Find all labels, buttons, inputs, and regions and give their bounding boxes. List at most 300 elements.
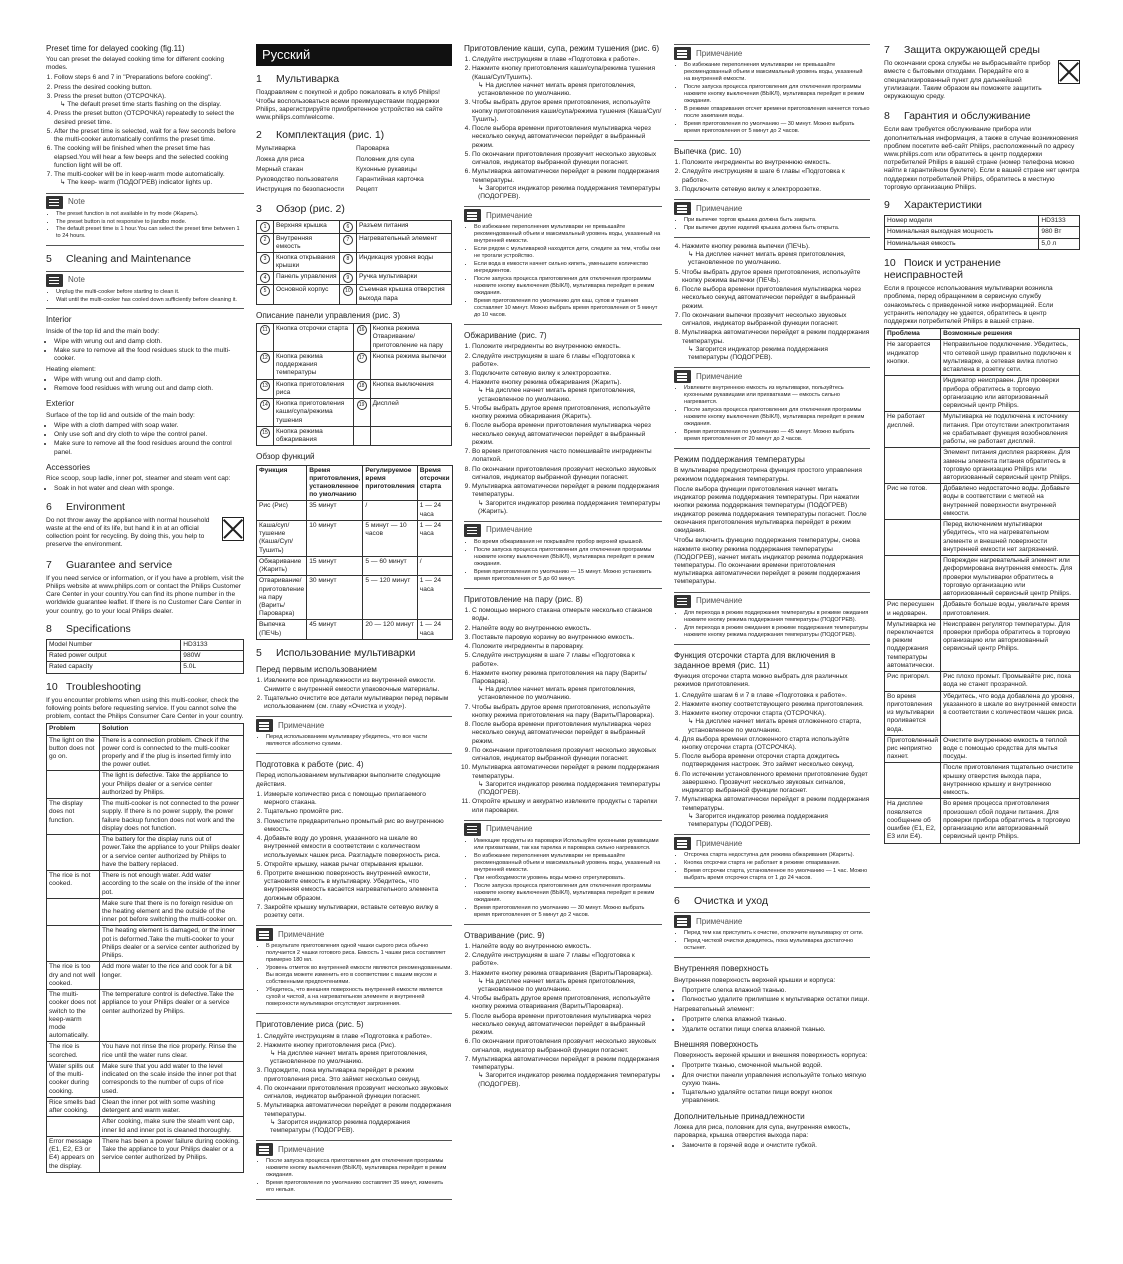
table-row [885,520,1080,556]
subheading: Отваривание (рис. 9) [464,930,545,940]
callout-label: Кнопка режима поддержания температуры [274,351,354,379]
table-cell: The battery for the display runs out of power.Take the appliance to your Philips dealer or a service center authorized by Philips to have the battery replaced. [100,835,244,871]
table-cell: The display does not function. [47,799,100,835]
table-cell: Поврежден нагревательный элемент или деформирована внутренняя емкость. Для проверки мультиварки обратитесь в торговую организацию или авторизованный сервисный центр Philips. [941,556,1080,600]
callout-number: 13 [257,379,274,398]
table-row [885,448,1080,484]
list-item: • Wipe with a cloth damped with soap water. [54,422,244,430]
table-cell [47,771,100,799]
table-cell [885,556,941,600]
list-item: • Wipe with wrung out and damp cloth. [54,338,244,346]
subheading: Приготовление каши, супа, режим тушения (рис. 6) [464,44,660,53]
paragraph: Если вам требуется обслуживание прибора или дополнительная информация, а также в случае возникновения проблем посетите веб-сайт Philips, расположенный по адресу www.philips.com или обратитесь в центр поддержки потребителей Philips в вашей стране (номер телефона можно найти в гарантийном буклете). Если в вашей стране нет центра поддержки потребителей Philips, обратитесь в местную торговую организацию Philips. [884,126,1080,191]
list-item: 4. После выбора времени приготовления мультиварка через несколько секунд автоматически перейдет в выбранный режим. [472,125,662,150]
list-item: 10. Мультиварка автоматически перейдет в режим поддержания температуры. ↳ Загорится индикатор режима поддержания температуры (ПОДОГРЕВ). [472,764,662,797]
subheading: Подготовка к работе (рис. 4) [256,760,364,770]
table-cell: HD3133 [181,639,244,650]
paragraph-group [674,467,870,586]
preset-steps [46,74,244,187]
table-cell: 30 минут [307,576,363,620]
table-cell: На дисплее появляется сообщение об ошибке (E1, E2, E3 или E4). [885,799,941,843]
subheading: Внешняя поверхность [674,1039,759,1049]
list-item: • В режиме отваривания отсчет времени приготовления начнется только после закипания воды. [684,106,870,120]
table-cell: Добавлено недостаточно воды. Добавьте воды в соответствии с меткой на внутренней поверхности внутренней емкости. [941,484,1080,520]
step-result: ↳ Загорится индикатор режима поддержания температуры (Жарить). [478,499,661,515]
table-cell: The rice is scorched. [47,1042,100,1061]
note-icon [674,202,691,215]
note-box: Примечание • Во время обжаривания не покрывайте пробор верхней крышкой. • После запуска процесса приготовления для отключения программы нажмите кнопку выключения (ВЫКЛ), мультиварка перейдет в режим ожидания. • Время приготовления по умолчанию — 15 минут. Можно установить время приготовления от 5 до 60 минут. [464,521,662,589]
table-row [47,662,244,673]
list-item: 4. Нажмите кнопку режима обжаривания (Жарить). ↳ На дисплее начнет мигать время приготовления, установленное по умолчанию. [472,379,662,404]
step-result: ↳ The keep- warm (ПОДОГРЕВ) indicator lights up. [60,179,213,187]
bullet-list [46,422,244,457]
table-row [47,735,244,771]
panel-table [256,323,452,446]
list-item: 2. Налейте воду во внутреннюю емкость. [472,625,662,633]
table-header-cell: Функция [257,465,307,501]
callout-label: Кнопка приготовления риса [274,379,354,398]
callout-number: 5 [257,285,274,304]
list-item: 5. После выбора времени приготовления мультиварка через несколько секунд автоматически перейдет в выбранный режим. [472,1013,662,1038]
table-cell: Во время процесса приготовления произошел сбой подачи питания. Для проверки прибора обратитесь в торговую организацию или авторизованный сервисный центр Philips. [941,799,1080,843]
list-item: • Для перехода в режим поддержания температуры в режиме ожидания нажмите кнопку режима поддержания температуры (ПОДОГРЕВ). [684,610,870,624]
callout-label: Съемная крышка отверстия выхода пара [356,285,451,304]
list-item: 11. Откройте крышку и аккуратно извлеките продукты с тарелки или пароварки. [472,798,662,814]
table-row [47,962,244,990]
list-item: 1. С помощью мерного стакана отмерьте несколько стаканов воды. [472,607,662,623]
note-icon [464,823,481,836]
text-line: Мерный стакан [256,165,304,173]
list-item: 3. Press the preset button (ОТСРОЧКА). ↳ The default preset time starts flashing on the display. [54,93,244,109]
step-result: ↳ Загорится индикатор режима поддержания температуры (ПОДОГРЕВ). [688,812,828,829]
table-row [257,285,452,304]
list-item: • При выпечке тортов крышка должна быть закрыта. [684,217,870,224]
table-row [257,233,452,252]
subheading: Внутренняя поверхность [674,964,769,974]
note-list [674,610,870,639]
table-row [257,272,452,285]
paragraph: Поздравляем с покупкой и добро пожаловать в клуб Philips! Чтобы воспользоваться всеми преимуществами поддержки Philips, зарегистрируйте приобретенное устройство на сайте www.philips.com/welcome. [256,89,443,122]
table-cell: Water spills out of the multi-cooker during cooking. [47,1061,100,1097]
table-cell: / [363,501,417,520]
table-cell: HD3133 [1039,216,1080,227]
table-cell: 10 минут [307,520,363,556]
crossed-bin-icon [222,517,244,541]
list-item: 7. Закройте крышку мультиварки, вставьте сетевую вилку в розетку сети. [264,904,452,920]
section-heading: 2 Комплектация (рис. 1) [256,129,385,142]
list-item: • Перед тем как приступить к очистке, отключите мультиварку от сети. [684,930,870,937]
list-item: 4. Для выбора времени отложенного старта используйте кнопку отсрочки старта (ОТСРОЧКА). [682,736,870,752]
callout-number: 17 [353,351,370,379]
note-list [256,943,452,1008]
bullet-list [46,338,244,364]
section-heading: 5 Использование мультиварки [256,646,416,659]
section-heading: 10 Troubleshooting [46,680,141,693]
steps-list [464,607,662,815]
list-item: 3. Нажмите кнопку режима отваривания (Варить/Пароварка). ↳ На дисплее начнет мигать время приготовления, установленное по умолчанию. [472,970,662,995]
subheading: Режим поддержания температуры [674,455,805,465]
table-row [257,399,452,427]
bullet-list [674,1016,870,1033]
paragraph: Inside of the top lid and the main body: [46,327,160,335]
callout-label: Кнопка открывания крышки [274,253,340,272]
table-cell: Error message (E1, E2, E3 or E4) appears on the display. [47,1136,100,1172]
table-row [47,871,244,899]
section-heading: 5 Cleaning and Maintenance [46,253,191,266]
table-cell: There is not enough water. Add water according to the scale on the inside of the inner pot. [100,871,244,899]
table-cell: Элемент питания дисплея разряжен. Для замены элемента питания обратитесь в торговую организацию Philips или авторизованный сервисный центр Philips. [941,448,1080,484]
steps-list [674,159,870,194]
table-cell [47,926,100,962]
list-item: 7. Мультиварка автоматически перейдет в режим поддержания температуры. ↳ Загорится индикатор режима поддержания температуры (ПОДОГРЕВ). [682,796,870,829]
table-cell: Не работает дисплей. [885,412,941,448]
steps-list [256,677,452,711]
list-item: 7. Чтобы выбрать другое время приготовления, используйте кнопку режима приготовления на пару (Варить/Пароварка). [472,704,662,720]
troubleshooting-table [884,328,1080,843]
troubleshooting-table [46,723,244,1172]
callout-number: 2 [257,233,274,252]
paragraph: Heating element: [46,365,96,373]
table-cell: Add more water to the rice and cook for a bit longer. [100,962,244,990]
steps-list [464,343,662,516]
note-box [46,193,244,247]
section-heading: 6 Environment [46,500,125,513]
preset-intro: You can preset the delayed cooking time for different cooking modes. [46,56,225,72]
table-row [885,556,1080,600]
note-icon [674,595,691,608]
paragraph: If you encounter problems when using this multi-cooker, check the following points before requesting service. If you cannot solve the problem, contact the Philips Consumer Care Center in your country. [46,696,244,721]
table-cell: Rice smells bad after cooking. [47,1097,100,1116]
callout-number: 19 [353,399,370,427]
list-item: 2. Следуйте инструкциям в шаге 6 главы «Подготовка к работе». [682,168,870,184]
steps-list [464,943,662,1089]
list-item: 6. После выбора времени приготовления мультиварка через несколько секунд автоматически перейдет в выбранный режим. [682,286,870,311]
table-cell: После приготовления тщательно очистите крышку отверстия выхода пара, внутреннюю крышку и внутреннюю емкость. [941,763,1080,799]
table-cell: The multi-cooker does not switch to the keep-warm mode automatically. [47,990,100,1042]
callout-label: Внутренняя емкость [274,233,340,252]
list-item: • Время приготовления по умолчанию составляет 35 минут, изменить его нельзя. [266,1180,452,1194]
callout-label: Кнопка выключения [370,379,451,398]
list-item: • Wipe with wrung out and damp cloth. [54,376,244,384]
callout-number: 16 [353,324,370,352]
table-cell: Неисправен регулятор температуры. Для проверки прибора обратитесь в торговую организацию или авторизованный сервисный центр Philips. [941,619,1080,671]
note-box: Примечание • При выпечке тортов крышка должна быть закрыта. • При выпечке другие изделий крышка должна быть открыта. [674,199,870,238]
step-result: ↳ На дисплее начнет мигать время отложенного старта, установленное по умолчанию. [688,718,862,734]
callout-label: Индикация уровня воды [356,253,451,272]
list-item: • После запуска процесса приготовления для отключения программы нажмите кнопку выключения (ВЫКЛ), мультиварка перейдет в режим ожидания. [474,883,662,904]
subheading: Дополнительные принадлежности [674,1111,805,1121]
table-row [47,651,244,662]
table-cell: Model Number [47,639,181,650]
section-heading: 10 Поиск и устранение неисправностей [884,256,1001,281]
subheading: Выпечка (рис. 10) [674,146,742,156]
table-cell [47,898,100,926]
list-item: 5. Откройте крышку, нажав рычаг открывания крышки. [264,861,452,869]
functions-table [256,465,453,640]
note-list [46,211,244,241]
table-row [47,771,244,799]
table-row [47,835,244,871]
callout-number: 9 [339,272,356,285]
list-item: • Извлеките внутреннюю емкость из мультиварки, пользуйтесь кухонными рукавицами или прихватками — емкость сильно нагревается. [684,385,870,406]
list-item: • Полностью удалите прилипшие к мультиварке остатки пищи. [682,996,870,1004]
text-line: После выбора функции приготовления начнет мигать индикатор режима поддержания температуры. При нажатии кнопки режима поддержания температуры (ПОДОГРЕВ) индикатор режима поддержания температуры погаснет. После окончания приготовления мультиварка перейдет в режим ожидания. [674,485,867,535]
list-item: 6. По окончании приготовления прозвучит несколько звуковых сигналов, индикатор выбранной функции погаснет. [472,1038,662,1054]
table-cell: 1 — 24 часа [417,620,452,639]
paragraph: Do not throw away the appliance with normal household waste at the end of its life, but hand it in at an official collection point for recycling. By doing this, you help to preserve the environment. [46,516,210,549]
table-cell: / [417,556,452,575]
table-row [885,799,1080,843]
note-icon [464,209,481,222]
list-item: 3. Нажмите кнопку отсрочки старта (ОТСРОЧКА). ↳ На дисплее начнет мигать время отложенного старта, установленное по умолчанию. [682,710,870,735]
note-icon [674,915,691,928]
callout-number: 15 [257,426,274,445]
list-item: 5. Чтобы выбрать другое время приготовления, используйте кнопку режима обжаривания (Жарить). [472,405,662,421]
list-item: 1. Следуйте инструкциям в главе «Подготовка к работе». [472,56,662,64]
table-row [257,379,452,398]
note-box: Примечание • Перед использованием мультиварку убедитесь, что все части являются абсолютно сухими. [256,716,452,754]
table-row [257,253,452,272]
list-item: • После запуска процесса приготовления для отключения программы нажмите кнопку выключения (ВЫКЛ), мультиварка перейдет в режим ожидания. [474,547,662,568]
list-item: 2. Тщательно промойте рис. [264,808,452,816]
column-russian-3 [674,44,870,1153]
table-cell: 5 минут — 10 часов [363,520,417,556]
table-row [257,576,453,620]
list-item: 2. Нажмите кнопку приготовления каши/супа/режима тушения (Каша/Суп/Тушить). ↳ На дисплее начнет мигать время приготовления, установленное по умолчанию. [472,65,662,98]
table-cell: 5 — 120 минут [363,576,417,620]
list-item: 4. Нажмите кнопку режима выпечки (ПЕЧЬ). ↳ На дисплее начнет мигать время приготовления, установленное по умолчанию. [682,243,870,268]
table-header-cell: Регулируемое время приготовления [363,465,417,501]
table-row [885,484,1080,520]
kit-list-right [356,145,452,196]
note-list [674,930,870,952]
list-item: 1. Измерьте количество риса с помощью прилагаемого мерного стакана. [264,791,452,807]
table-cell: Мультиварка не переключается в режим поддержания температуры автоматически. [885,619,941,671]
crossed-bin-icon [1058,60,1080,84]
callout-number: 18 [353,379,370,398]
callout-label: Панель управления [274,272,340,285]
table-cell: Номинальная емкость [885,238,1039,249]
table-header-cell: Время отсрочки старта [417,465,452,501]
list-item: • Время приготовления по умолчанию — 30 минут. Можно выбрать время приготовления от 5 минут до 2 часов. [684,121,870,135]
list-item: 8. Мультиварка автоматически перейдет в режим поддержания температуры. ↳ Загорится индикатор режима поддержания температуры (ПОДОГРЕВ). [682,329,870,362]
table-cell: Номинальная выходная мощность [885,227,1039,238]
table-cell: There has been a power failure during cooking. Take the appliance to your Philips dealer or a service center authorized by Philips. [100,1136,244,1172]
list-item: • При выпечке другие изделий крышка должна быть открыта. [684,225,870,232]
paragraph: Surface of the top lid and outside of the main body: [46,411,195,419]
note-icon [256,928,273,941]
table-cell [885,520,941,556]
table-cell: Номер модели [885,216,1039,227]
list-item: • Время приготовления по умолчанию для каш, супов и тушения составляет 10 минут. Можно выбрать время приготовления от 5 минут до 10 часов. [474,298,662,319]
functions-heading: Обзор функций [256,452,315,462]
preset-heading: Preset time for delayed cooking (fig.11) [46,44,185,53]
table-cell: The rice is not cooked. [47,871,100,899]
table-cell: Рис плохо промыт. Промывайте рис, пока вода не станет прозрачной. [941,672,1080,691]
table-cell: Make sure that you add water to the level indicated on the scale inside the inner pot that corresponds to the number of cups of rice used. [100,1061,244,1097]
table-cell [885,448,941,484]
list-item: • Отсрочка старта недоступна для режима обжаривания (Жарить). [684,852,870,859]
table-row [47,1061,244,1097]
table-cell: The multi-cooker is not connected to the power supply. If there is no power supply, the power failure backup function does not work and the display does not function. [100,799,244,835]
note-box: Примечание • Имеющие продукты из пароварки Используйте кухонными рукавицами или прихватками, так как тарелка и пароварка сильно нагреваются. • Во избежание переполнения мультиварки не превышайте рекомендованный объем и максимальный уровень воды, указанный на внутренней емкости. • При необходимости уровень воды можно отрегулировать. • После запуска процесса приготовления для отключения программы нажмите кнопку выключения (ВЫКЛ), мультиварка перейдет в режим ожидания. • Время приготовления по умолчанию — 30 минут. Можно выбрать время приготовления от 5 минут до 2 часов. [464,820,662,925]
table-cell: 5,0 л [1039,238,1080,249]
table-cell: The light is defective. Take the appliance to your Philips dealer or a service center authorized by Philips. [100,771,244,799]
table-row [47,1042,244,1061]
note-box: Примечание • Для перехода в режим поддержания температуры в режиме ожидания нажмите кнопку режима поддержания температуры (ПОДОГРЕВ). • Для перехода в режим ожидания в режиме поддержания температуры нажмите кнопку режима поддержания температуры (ПОДОГРЕВ). [674,592,870,645]
list-item: 1. Следуйте инструкциям в главе «Подготовка к работе». [264,1033,452,1041]
callout-number: 3 [257,253,274,272]
table-header-row [47,724,244,735]
table-header-cell: Solution [100,724,244,735]
list-item: • При необходимости уровень воды можно отрегулировать. [474,875,662,882]
text-line: Ложка для риса [256,155,305,163]
list-item: • После запуска процесса приготовления для отключения программы нажмите кнопку выключения (ВЫКЛ), мультиварка перейдет в режим ожидания. [474,276,662,297]
list-item: • Only use soft and dry cloth to wipe the control panel. [54,431,244,439]
subheading: Функция отсрочки старта для включения в заданное время (рис. 11) [674,650,836,670]
callout-label: Разъем питания [356,220,451,233]
list-item: 2. Нажмите кнопку приготовления риса (Рис). ↳ На дисплее начнет мигать время приготовления, установленное по умолчанию. [264,1042,452,1067]
bullet-list [674,1142,870,1150]
section-heading: 8 Specifications [46,622,131,635]
table-header-cell: Problem [47,724,100,735]
table-cell: Мультиварка не подключена к источнику питания. При отсутствии электропитания не срабатывает функция возобновления работы, не работает дисплей. [941,412,1080,448]
list-item: • После запуска процесса приготовления для отключения программы нажмите кнопку выключения (ВЫКЛ), мультиварка перейдет в режим ожидания. [684,84,870,105]
table-row [47,799,244,835]
table-row [47,1136,244,1172]
paragraph: Ложка для риса, половник для супа, внутренняя емкость, пароварка, крышка отверстия выхода пара: [674,1123,851,1140]
callout-label: Дисплей [370,399,451,427]
table-row [885,376,1080,412]
bullet-list [674,1062,870,1105]
text-line: В мультиварке предусмотрена функция простого управления режимом поддержания температуры. [674,467,862,483]
list-item: 5. После выбора времени отсрочки старта дождитесь подтверждения настроек. Это займет несколько секунд. [682,753,870,769]
table-row [257,324,452,352]
list-item: • В результате приготовления одной чашки сырого риса обычно получается 2 чашки готового риса. Емкость 1 чашки риса составляет примерно 180 мл. [266,943,452,964]
table-cell: Рис пригорел. [885,672,941,691]
kit-list-left [256,145,352,196]
table-row [885,216,1080,227]
exterior-heading: Exterior [46,399,75,409]
callout-number: 14 [257,399,274,427]
callout-label [370,426,451,445]
table-cell: After cooking, make sure the steam vent cap, inner lid and inner pot is cleaned thoroughly. [100,1117,244,1136]
text-line: Руководство пользователя [256,176,339,184]
list-item: • Протрите тканью, смоченной мыльной водой. [682,1062,870,1070]
list-item: 1. Положите ингредиенты во внутреннюю емкость. [682,159,870,167]
list-item: • Soak in hot water and clean with sponge. [54,485,244,493]
list-item: • Имеющие продукты из пароварки Используйте кухонными рукавицами или прихватками, так как тарелка и пароварка сильно нагреваются. [474,838,662,852]
list-item: • Если вода в емкости начнет сильно кипеть, уменьшите количество ингредиентов. [474,261,662,275]
spec-table [46,639,244,674]
paragraph: Поверхность верхней крышки и внешняя поверхность корпуса: [674,1052,868,1060]
table-row [257,620,453,639]
table-cell: Рис (Рис) [257,501,307,520]
callout-number: 12 [257,351,274,379]
list-item: 5. After the preset time is selected, wait for a few seconds before the multi-cooker automatically confirms the preset time. [54,128,244,144]
list-item: 7. Мультиварка автоматически перейдет в режим поддержания температуры. ↳ Загорится индикатор режима поддержания температуры (ПОДОГРЕВ). [472,1056,662,1089]
paragraph: Перед использованием мультиварки выполните следующие действия. [256,772,441,788]
list-item: 5. Следуйте инструкциям в шаге 7 главы «Подготовка к работе». [472,652,662,668]
table-header-row [885,329,1080,340]
table-cell [885,763,941,799]
table-header-row [257,465,453,501]
table-row [885,340,1080,376]
note-icon [46,196,63,209]
callout-number: 1 [257,220,274,233]
table-row [885,227,1080,238]
table-cell: The temperature control is defective.Take the appliance to your Philips dealer or a service center authorized by Philips. [100,990,244,1042]
text-line: Инструкция по безопасности [256,186,345,194]
note-list [674,852,870,882]
callout-label: Кнопка режима Отваривание/приготовление на пару [370,324,451,352]
table-cell [47,1117,100,1136]
table-row [47,1097,244,1116]
list-item: • Во избежание переполнения мультиварки не превышайте рекомендованный объем и максимальный уровень воды, указанный на внутренней емкости. [684,62,870,83]
step-result: ↳ На дисплее начнет мигать время приготовления, установленное по умолчанию. [270,1049,428,1066]
subheading: Перед первым использованием [256,665,377,675]
list-item: 6. После выбора времени приготовления мультиварка через несколько секунд автоматически перейдет в выбранный режим. [472,422,662,447]
text-line: Кухонные рукавицы [356,165,417,173]
table-cell: Во время приготовления из мультиварки проливается вода. [885,691,941,735]
list-item: 1. Налейте воду во внутреннюю емкость. [472,943,662,951]
paragraph: Нагревательный элемент: [674,1006,755,1014]
list-item: • Во время обжаривания не покрывайте пробор верхней крышкой. [474,539,662,546]
text-line: Гарантийная карточка [356,176,424,184]
list-item: 2. Тщательно очистите все детали мультиварки перед первым использованием (см. главу «Очистка и уход»). [264,695,452,711]
list-item: 9. По окончании приготовления прозвучит несколько звуковых сигналов, индикатор выбранной функции погаснет. [472,747,662,763]
list-item: • Протрите слегка влажной тканью. [682,1016,870,1024]
callout-label: Основной корпус [274,285,340,304]
bullet-list [46,376,244,393]
table-cell: 980 Вт [1039,227,1080,238]
table-cell [47,835,100,871]
callout-number: 10 [339,285,356,304]
note-list [464,539,662,583]
panel-heading: Описание панели управления (рис. 3) [256,310,401,320]
step-result: ↳ Загорится индикатор режима поддержания температуры (ПОДОГРЕВ). [270,1118,410,1135]
list-item: 7. По окончании выпечки прозвучит несколько звуковых сигналов, индикатор выбранной функции погаснет. [682,312,870,328]
list-item: 7. The multi-cooker will be in keep-warm mode automatically. ↳ The keep- warm (ПОДОГРЕВ) indicator lights up. [54,171,244,187]
table-cell: 5 — 60 минут [363,556,417,575]
callout-label: Кнопка приготовления каши/супа/режима тушения [274,399,354,427]
table-row [885,735,1080,763]
text-line: Чтобы включить функцию поддержания температуры, снова нажмите кнопку режима поддержания температуры (ПОДОГРЕВ), начнет мигать индикатор режима поддержания температуры. По окончании времени приготовления мультиварка автоматически перейдет в режим поддержания температуры. [674,537,863,586]
text-line: Мультиварка [256,145,296,153]
table-cell: Rated power output [47,651,181,662]
note-list [256,1158,452,1194]
table-cell: 5.0L [181,662,244,673]
table-row [47,926,244,962]
list-item: • Для перехода в режим ожидания в режиме поддержания температуры нажмите кнопку режима поддержания температуры (ПОДОГРЕВ). [684,625,870,639]
list-item: 3. Поместите предварительно промытый рис во внутреннюю емкость. [264,818,452,834]
note-box: Note • Unplug the multi-cooker before starting to clean it. • Wait until the multi-cooker has cooled down sufficiently before cleaning it. [46,271,244,310]
list-item: • Кнопка отсрочки старта не работает в режиме отваривания. [684,860,870,867]
note-box: Примечание • В результате приготовления одной чашки сырого риса обычно получается 2 чашки готового риса. Емкость 1 чашки риса составляет примерно 180 мл. • Уровень отметок во внутренней емкости являются рекомендованными. Вы всегда можете изменить его в соответствии с вашим вкусом и собственными предпочтениями. • Убедитесь, что внешняя поверхность внутренней емкости является сухой и чистой, а на нагревательном элементе и внутренней поверхности мультиварки отсутствуют загрязнения. [256,925,452,1014]
callout-number: 4 [257,272,274,285]
list-item: 6. По истечении установленного времени приготовление будет завершено. Прозвучит несколько звуковых сигналов, индикатор выбранной функции погаснет. [682,771,870,796]
bullet-list [674,987,870,1004]
callout-number: 7 [339,233,356,252]
table-cell: 1 — 24 часа [417,576,452,620]
callout-label: Кнопка режима выпечки [370,351,451,379]
note-list [46,289,244,304]
table-cell: There is a connection problem. Check if the power cord is connected to the multi-cooker properly and if the plug is inserted firmly into the power outlet. [100,735,244,771]
callout-label: Ручка мультиварки [356,272,451,285]
table-row [885,619,1080,671]
note-list [674,217,870,232]
list-item: 3. Подключите сетевую вилку к электророзетке. [682,186,870,194]
